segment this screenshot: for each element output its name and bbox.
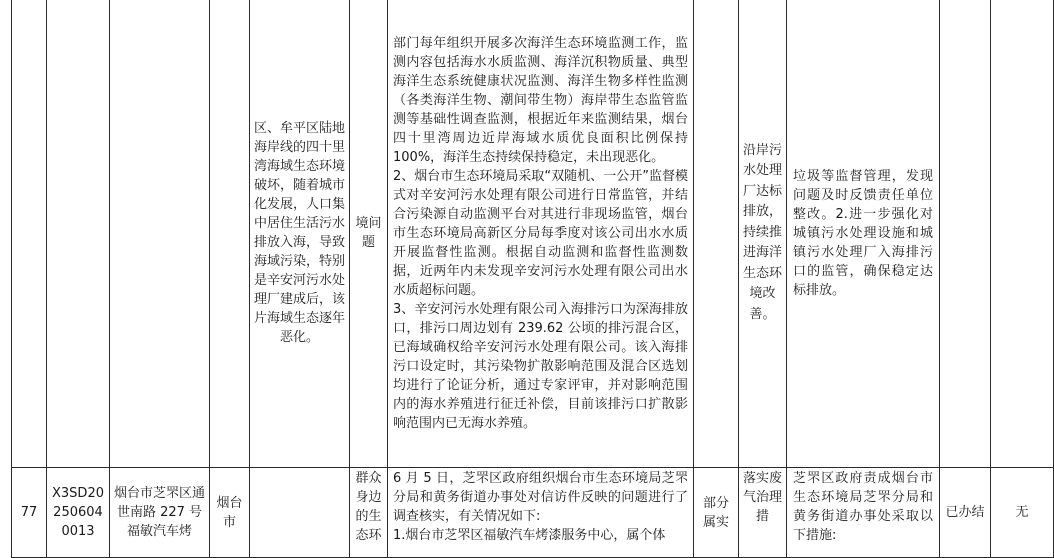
petition-table xyxy=(11,0,1054,558)
region-cell: 烟台市 xyxy=(210,468,250,558)
status-cell xyxy=(940,0,991,468)
measure-cell: 落实废气治理措 xyxy=(739,468,787,558)
problem-type-cell: 群众身边的生态环 xyxy=(350,468,388,558)
rectification-cell: 垃圾等监督管理，发现问题及时反馈责任单位整改。2.进一步强化对城镇污水处理设施和城镇污水处理厂入海排污口的监管，确保稳定达标排放。 xyxy=(787,0,940,468)
verdict-cell xyxy=(694,0,739,468)
petition-code-cell xyxy=(47,0,110,468)
location-cell: 烟台市芝罘区通世南路 227 号福敏汽车烤 xyxy=(110,468,210,558)
problem-cell xyxy=(250,468,350,558)
problem-type-cell: 境问题 xyxy=(350,0,388,468)
investigation-paragraph: 3、辛安河污水处理有限公司入海排污口为深海排放口，排污口周边划有 239.62 公顷的排污混合区，已海域确权给辛安河污水处理有限公司。该入海排污口设定时，其污染物扩散影响范围及混合区选划均进行了论证分析，通过专家评审，并对影响范围内的海水养殖进行征迁补偿，目前该排污口扩散影响范围内已无海水养殖。 xyxy=(393,301,688,431)
table-row xyxy=(12,468,1054,558)
problem-cell: 区、牟平区陆地海岸线的四十里湾海域生态环境破坏，随着城市化发展，人口集中居住生活污水排放入海，导致海域污染，特别是辛安河污水处理厂建成后，该片海域生态逐年恶化。 xyxy=(250,0,350,468)
measure-cell: 沿岸污水处理厂达标排放，持续推进海洋生态环境改善。 xyxy=(739,0,787,468)
investigation-paragraph: 6 月 5 日，芝罘区政府组织烟台市生态环境局芝罘分局和黄务街道办事处对信访件反映的问题进行了调查核实，有关情况如下: xyxy=(393,471,688,524)
status-cell: 已办结 xyxy=(940,468,991,558)
petition-code-cell: X3SD202506040013 xyxy=(47,468,110,558)
accountability-cell xyxy=(991,0,1054,468)
investigation-paragraph: 部门每年组织开展多次海洋生态环境监测工作，监测内容包括海水水质监测、海洋沉积物质量、典型海洋生态系统健康状况监测、海洋生物多样性监测（各类海洋生物、潮间带生物）海岸带生态监管监测等基础性调查监测，根据近年来监测结果，烟台四十里湾周边近岸海域水质优良面积比例保持 100%，海洋生态持续保持稳定，未出现恶化。 xyxy=(393,35,688,165)
investigation-paragraph: 1.烟台市芝罘区福敏汽车烤漆服务中心，属个体 xyxy=(393,528,666,543)
location-cell xyxy=(110,0,210,468)
row-number-cell xyxy=(12,0,47,468)
region-cell xyxy=(210,0,250,468)
rectification-cell: 芝罘区政府责成烟台市生态环境局芝罘分局和黄务街道办事处采取以下措施: xyxy=(787,468,940,558)
verdict-cell: 部分属实 xyxy=(694,468,739,558)
investigation-cell xyxy=(388,468,694,558)
row-number-cell: 77 xyxy=(12,468,47,558)
investigation-cell xyxy=(388,0,694,468)
table-row xyxy=(12,0,1054,468)
investigation-paragraph: 2、烟台市生态环境局采取“双随机、一公开”监督模式对辛安河污水处理有限公司进行日常监管，并结合污染源自动监测平台对其进行非现场监管，烟台市生态环境局高新区分局每季度对该公司出水水质开展监督性监测。根据自动监测和监督性监测数据，近两年内未发现辛安河污水处理有限公司出水水质超标问题。 xyxy=(393,168,688,298)
accountability-cell: 无 xyxy=(991,468,1054,558)
